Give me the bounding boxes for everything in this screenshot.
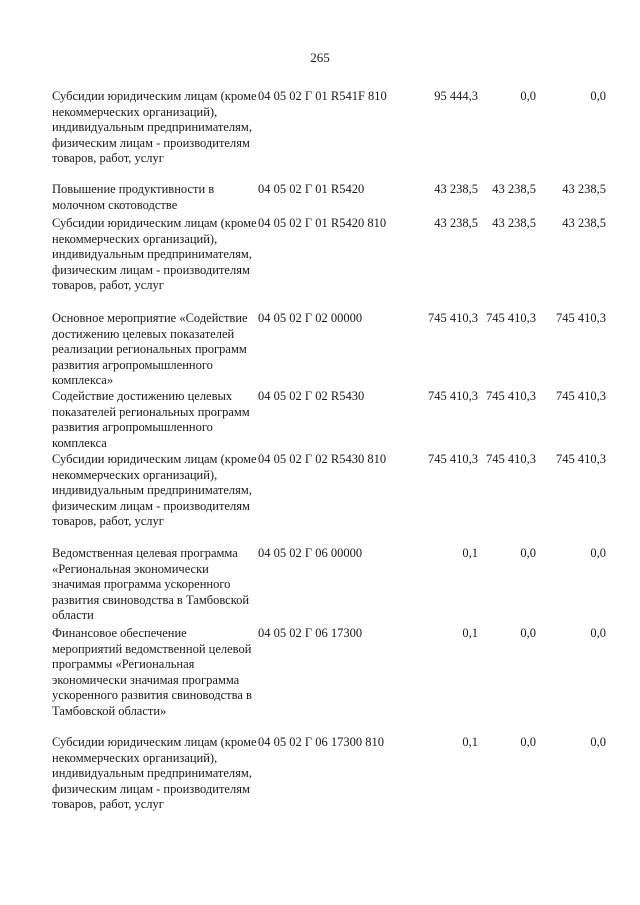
row-name: Субсидии юридическим лицам (кроме некоммерческих организаций), индивидуальным предпринимателям, физическим лицам - производителям товаров, работ, услуг [52, 452, 257, 528]
row-value-2: 0,0 [520, 546, 536, 560]
row-code: 04 05 02 Г 06 17300 810 [258, 735, 384, 749]
row-name: Финансовое обеспечение мероприятий ведомственной целевой программы «Региональная экономически значимая программа ускоренного развития свиноводства в Тамбовской области» [52, 626, 252, 718]
row-value-1: 745 410,3 [428, 311, 478, 325]
row-value-1: 745 410,3 [428, 389, 478, 403]
row-value-3: 43 238,5 [562, 216, 606, 230]
row-code: 04 05 02 Г 01 R5420 810 [258, 216, 387, 230]
row-value-1: 745 410,3 [428, 452, 478, 466]
row-name: Субсидии юридическим лицам (кроме некоммерческих организаций), индивидуальным предпринимателям, физическим лицам - производителям товаров, работ, услуг [52, 735, 257, 811]
row-value-2: 745 410,3 [486, 452, 536, 466]
row-name: Субсидии юридическим лицам (кроме некоммерческих организаций), индивидуальным предпринимателям, физическим лицам - производителям товаров, работ, услуг [52, 216, 257, 292]
row-code: 04 05 02 Г 02 R5430 810 [258, 452, 387, 466]
row-value-2: 43 238,5 [492, 182, 536, 196]
row-value-2: 0,0 [520, 626, 536, 640]
row-value-2: 0,0 [520, 735, 536, 749]
row-value-3: 745 410,3 [556, 452, 606, 466]
row-code: 04 05 02 Г 01 R5420 [258, 182, 365, 196]
row-value-3: 0,0 [590, 626, 606, 640]
row-value-2: 745 410,3 [486, 389, 536, 403]
row-value-1: 43 238,5 [434, 182, 478, 196]
row-value-2: 0,0 [520, 89, 536, 103]
row-code: 04 05 02 Г 06 00000 [258, 546, 363, 560]
row-value-3: 0,0 [590, 546, 606, 560]
row-code: 04 05 02 Г 01 R541F 810 [258, 89, 387, 103]
row-value-2: 745 410,3 [486, 311, 536, 325]
row-value-3: 745 410,3 [556, 311, 606, 325]
row-code: 04 05 02 Г 02 00000 [258, 311, 363, 325]
row-value-1: 0,1 [462, 626, 478, 640]
row-value-3: 0,0 [590, 89, 606, 103]
row-value-1: 0,1 [462, 546, 478, 560]
page-number: 265 [310, 50, 330, 65]
row-code: 04 05 02 Г 02 R5430 [258, 389, 365, 403]
row-value-1: 95 444,3 [434, 89, 478, 103]
row-name: Субсидии юридическим лицам (кроме некоммерческих организаций), индивидуальным предпринимателям, физическим лицам - производителям товаров, работ, услуг [52, 89, 257, 165]
row-value-1: 0,1 [462, 735, 478, 749]
row-value-1: 43 238,5 [434, 216, 478, 230]
row-value-3: 43 238,5 [562, 182, 606, 196]
row-value-3: 0,0 [590, 735, 606, 749]
row-name: Основное мероприятие «Содействие достижению целевых показателей реализации региональных программ развития агропромышленного комплекса» [52, 311, 248, 387]
row-name: Содействие достижению целевых показателей региональных программ развития агропромышленного комплекса [52, 389, 250, 450]
row-name: Повышение продуктивности в молочном скотоводстве [52, 182, 215, 212]
row-name: Ведомственная целевая программа «Региональная экономически значимая программа ускоренного развития свиноводства в Тамбовской области [52, 546, 250, 622]
row-value-2: 43 238,5 [492, 216, 536, 230]
row-value-3: 745 410,3 [556, 389, 606, 403]
row-code: 04 05 02 Г 06 17300 [258, 626, 363, 640]
